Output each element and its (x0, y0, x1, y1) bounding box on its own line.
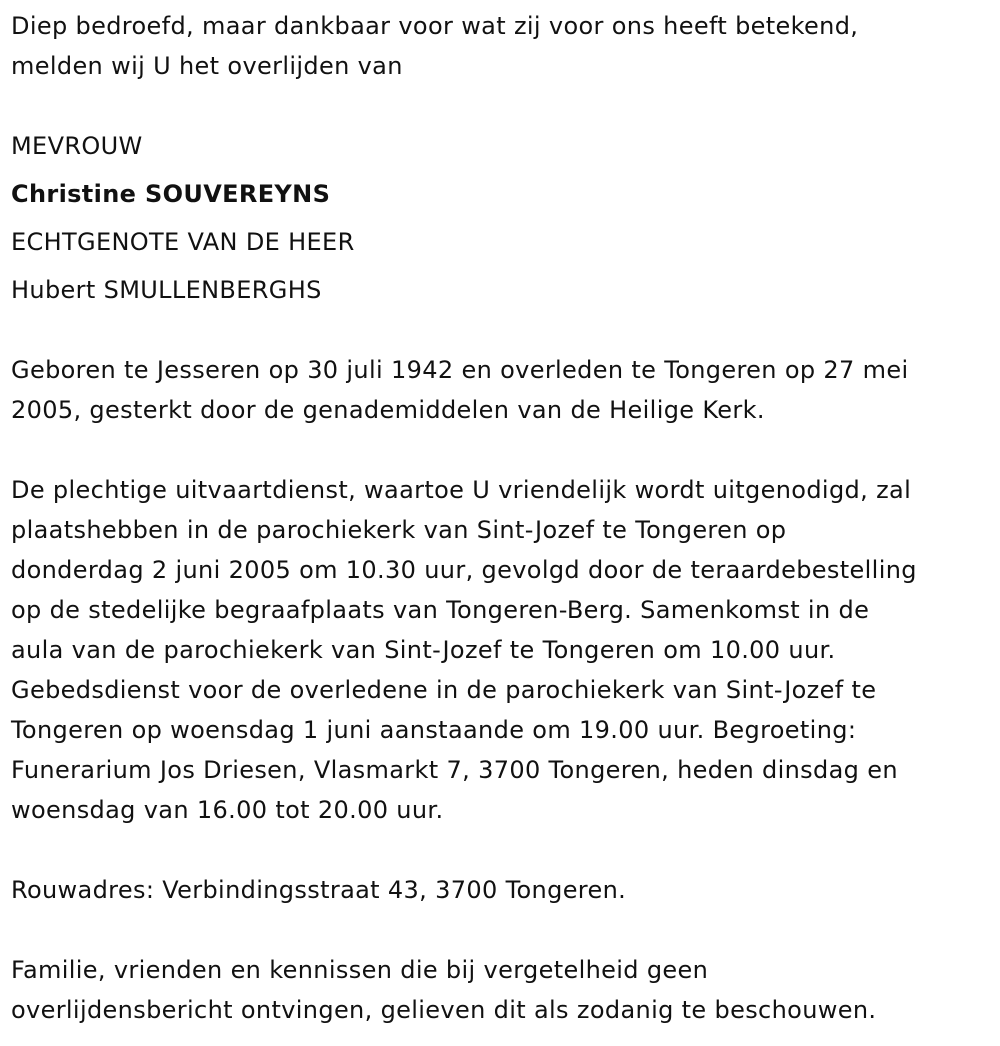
death-notice (11, 6, 995, 1030)
mourning-address-paragraph (11, 870, 995, 910)
spacer (11, 86, 995, 126)
intro-line-2: melden wij U het overlijden van (11, 52, 403, 80)
closing-line-1: Familie, vrienden en kennissen die bij vergetelheid geen (11, 956, 709, 984)
spacer (11, 830, 995, 870)
spacer (11, 310, 995, 350)
spouse-name: Hubert SMULLENBERGHS (11, 276, 322, 304)
closing-line-2: overlijdensbericht ontvingen, gelieven dit als zodanig te beschouwen. (11, 996, 877, 1024)
funeral-line-9: woensdag van 16.00 tot 20.00 uur. (11, 796, 444, 824)
spacer (11, 430, 995, 470)
funeral-line-8: Funerarium Jos Driesen, Vlasmarkt 7, 3700 Tongeren, heden dinsdag en (11, 756, 898, 784)
deceased-relation: ECHTGENOTE VAN DE HEER (11, 228, 355, 256)
funeral-line-7: Tongeren op woensdag 1 juni aanstaande om 19.00 uur. Begroeting: (11, 716, 857, 744)
birth-death-line-2: 2005, gesterkt door de genademiddelen van de Heilige Kerk. (11, 396, 765, 424)
funeral-line-5: aula van de parochiekerk van Sint-Jozef te Tongeren om 10.00 uur. (11, 636, 836, 664)
intro-paragraph (11, 6, 995, 86)
birth-death-paragraph (11, 350, 995, 430)
closing-paragraph (11, 950, 995, 1030)
intro-line-1: Diep bedroefd, maar dankbaar voor wat zij voor ons heeft betekend, (11, 12, 859, 40)
birth-death-line-1: Geboren te Jesseren op 30 juli 1942 en overleden te Tongeren op 27 mei (11, 356, 909, 384)
deceased-block (11, 126, 995, 310)
funeral-line-3: donderdag 2 juni 2005 om 10.30 uur, gevolgd door de teraardebestelling (11, 556, 917, 584)
spacer (11, 910, 995, 950)
funeral-line-1: De plechtige uitvaartdienst, waartoe U vriendelijk wordt uitgenodigd, zal (11, 476, 912, 504)
deceased-title: MEVROUW (11, 132, 143, 160)
funeral-line-2: plaatshebben in de parochiekerk van Sint-Jozef te Tongeren op (11, 516, 787, 544)
mourning-address: Rouwadres: Verbindingsstraat 43, 3700 Tongeren. (11, 876, 627, 904)
funeral-line-4: op de stedelijke begraafplaats van Tongeren-Berg. Samenkomst in de (11, 596, 870, 624)
deceased-name: Christine SOUVEREYNS (11, 180, 331, 208)
funeral-line-6: Gebedsdienst voor de overledene in de parochiekerk van Sint-Jozef te (11, 676, 877, 704)
funeral-paragraph (11, 470, 995, 830)
